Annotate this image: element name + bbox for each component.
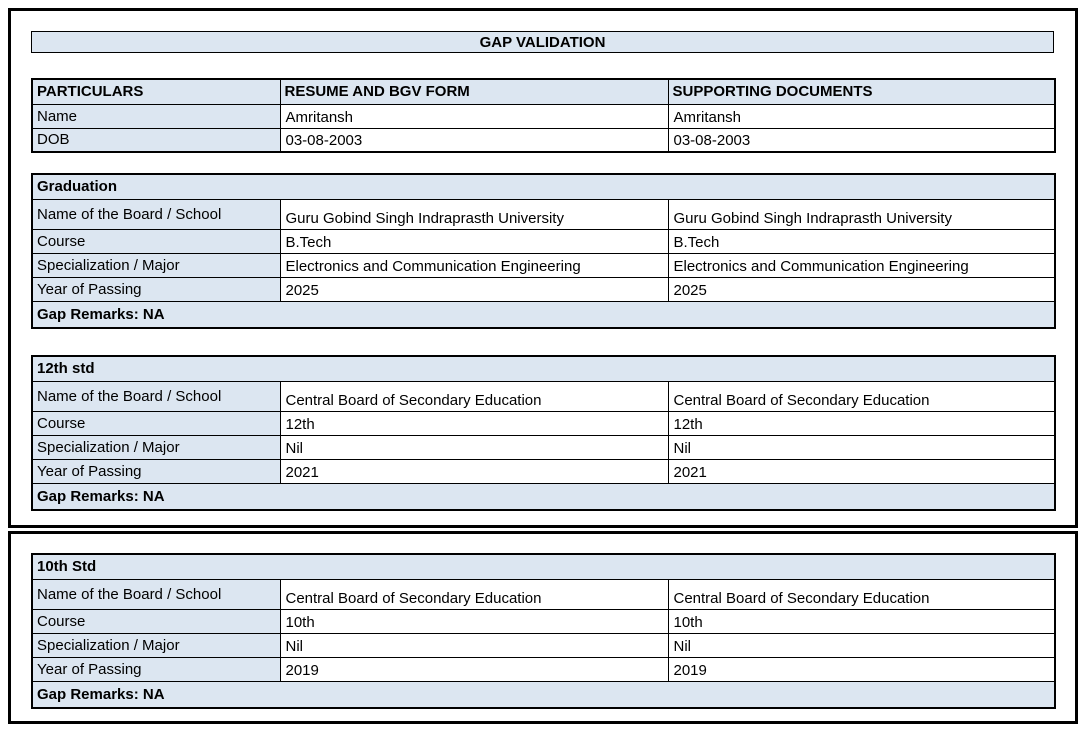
section-title: Graduation bbox=[32, 174, 1055, 199]
section-title: 12th std bbox=[32, 356, 1055, 381]
table-row bbox=[32, 459, 1055, 483]
resume-value: Central Board of Secondary Education bbox=[280, 579, 668, 609]
resume-value: Guru Gobind Singh Indraprasth University bbox=[280, 199, 668, 229]
section-table bbox=[31, 355, 1056, 511]
resume-value-name: Amritansh bbox=[280, 104, 668, 128]
field-label: Course bbox=[32, 411, 280, 435]
section-header-row bbox=[32, 356, 1055, 381]
resume-value: Central Board of Secondary Education bbox=[280, 381, 668, 411]
particulars-table bbox=[31, 78, 1056, 153]
resume-value: Nil bbox=[280, 435, 668, 459]
section-header-row bbox=[32, 554, 1055, 579]
supporting-value: 10th bbox=[668, 609, 1055, 633]
table-row bbox=[32, 411, 1055, 435]
supporting-value: 2025 bbox=[668, 277, 1055, 301]
table-row bbox=[32, 633, 1055, 657]
gap-remarks-row bbox=[32, 681, 1055, 708]
field-label: Name of the Board / School bbox=[32, 381, 280, 411]
supporting-value: 2021 bbox=[668, 459, 1055, 483]
supporting-value: Electronics and Communication Engineering bbox=[668, 253, 1055, 277]
supporting-value: Central Board of Secondary Education bbox=[668, 579, 1055, 609]
field-label: Year of Passing bbox=[32, 657, 280, 681]
resume-value: 2021 bbox=[280, 459, 668, 483]
field-label: Course bbox=[32, 229, 280, 253]
field-label: Name of the Board / School bbox=[32, 199, 280, 229]
table-row bbox=[32, 657, 1055, 681]
table-row bbox=[32, 277, 1055, 301]
supporting-value: 12th bbox=[668, 411, 1055, 435]
column-header-resume-bgv: RESUME AND BGV FORM bbox=[280, 79, 668, 104]
table-row bbox=[32, 609, 1055, 633]
table-row bbox=[32, 199, 1055, 229]
gap-remarks-row bbox=[32, 483, 1055, 510]
field-label-dob: DOB bbox=[32, 128, 280, 152]
document-title-bar bbox=[31, 31, 1054, 53]
section-table bbox=[31, 173, 1056, 329]
section-title: 10th Std bbox=[32, 554, 1055, 579]
resume-value: 2019 bbox=[280, 657, 668, 681]
field-label: Specialization / Major bbox=[32, 633, 280, 657]
field-label: Course bbox=[32, 609, 280, 633]
gap-remarks-row bbox=[32, 301, 1055, 328]
field-label: Specialization / Major bbox=[32, 435, 280, 459]
upper-border-box bbox=[8, 8, 1078, 528]
table-row-dob bbox=[32, 128, 1055, 152]
resume-value: 10th bbox=[280, 609, 668, 633]
table-row bbox=[32, 579, 1055, 609]
table-row bbox=[32, 381, 1055, 411]
gap-remarks: Gap Remarks: NA bbox=[32, 301, 1055, 328]
resume-value: 12th bbox=[280, 411, 668, 435]
section-header-row bbox=[32, 174, 1055, 199]
resume-value: Electronics and Communication Engineering bbox=[280, 253, 668, 277]
supporting-value: 2019 bbox=[668, 657, 1055, 681]
gap-remarks: Gap Remarks: NA bbox=[32, 483, 1055, 510]
table-row bbox=[32, 229, 1055, 253]
field-label: Name of the Board / School bbox=[32, 579, 280, 609]
supporting-value: Nil bbox=[668, 633, 1055, 657]
resume-value-dob: 03-08-2003 bbox=[280, 128, 668, 152]
supporting-value: B.Tech bbox=[668, 229, 1055, 253]
supporting-value: Central Board of Secondary Education bbox=[668, 381, 1055, 411]
resume-value: B.Tech bbox=[280, 229, 668, 253]
page-title: GAP VALIDATION bbox=[479, 33, 606, 51]
column-header-supporting-docs: SUPPORTING DOCUMENTS bbox=[668, 79, 1055, 104]
table-row bbox=[32, 253, 1055, 277]
section-table bbox=[31, 553, 1056, 709]
supporting-value-name: Amritansh bbox=[668, 104, 1055, 128]
field-label: Year of Passing bbox=[32, 277, 280, 301]
supporting-value: Nil bbox=[668, 435, 1055, 459]
field-label: Specialization / Major bbox=[32, 253, 280, 277]
field-label-name: Name bbox=[32, 104, 280, 128]
supporting-value: Guru Gobind Singh Indraprasth University bbox=[668, 199, 1055, 229]
table-row bbox=[32, 435, 1055, 459]
column-header-particulars: PARTICULARS bbox=[32, 79, 280, 104]
supporting-value-dob: 03-08-2003 bbox=[668, 128, 1055, 152]
lower-border-box bbox=[8, 531, 1078, 724]
resume-value: 2025 bbox=[280, 277, 668, 301]
resume-value: Nil bbox=[280, 633, 668, 657]
particulars-header-row bbox=[32, 79, 1055, 104]
gap-remarks: Gap Remarks: NA bbox=[32, 681, 1055, 708]
field-label: Year of Passing bbox=[32, 459, 280, 483]
table-row-name bbox=[32, 104, 1055, 128]
